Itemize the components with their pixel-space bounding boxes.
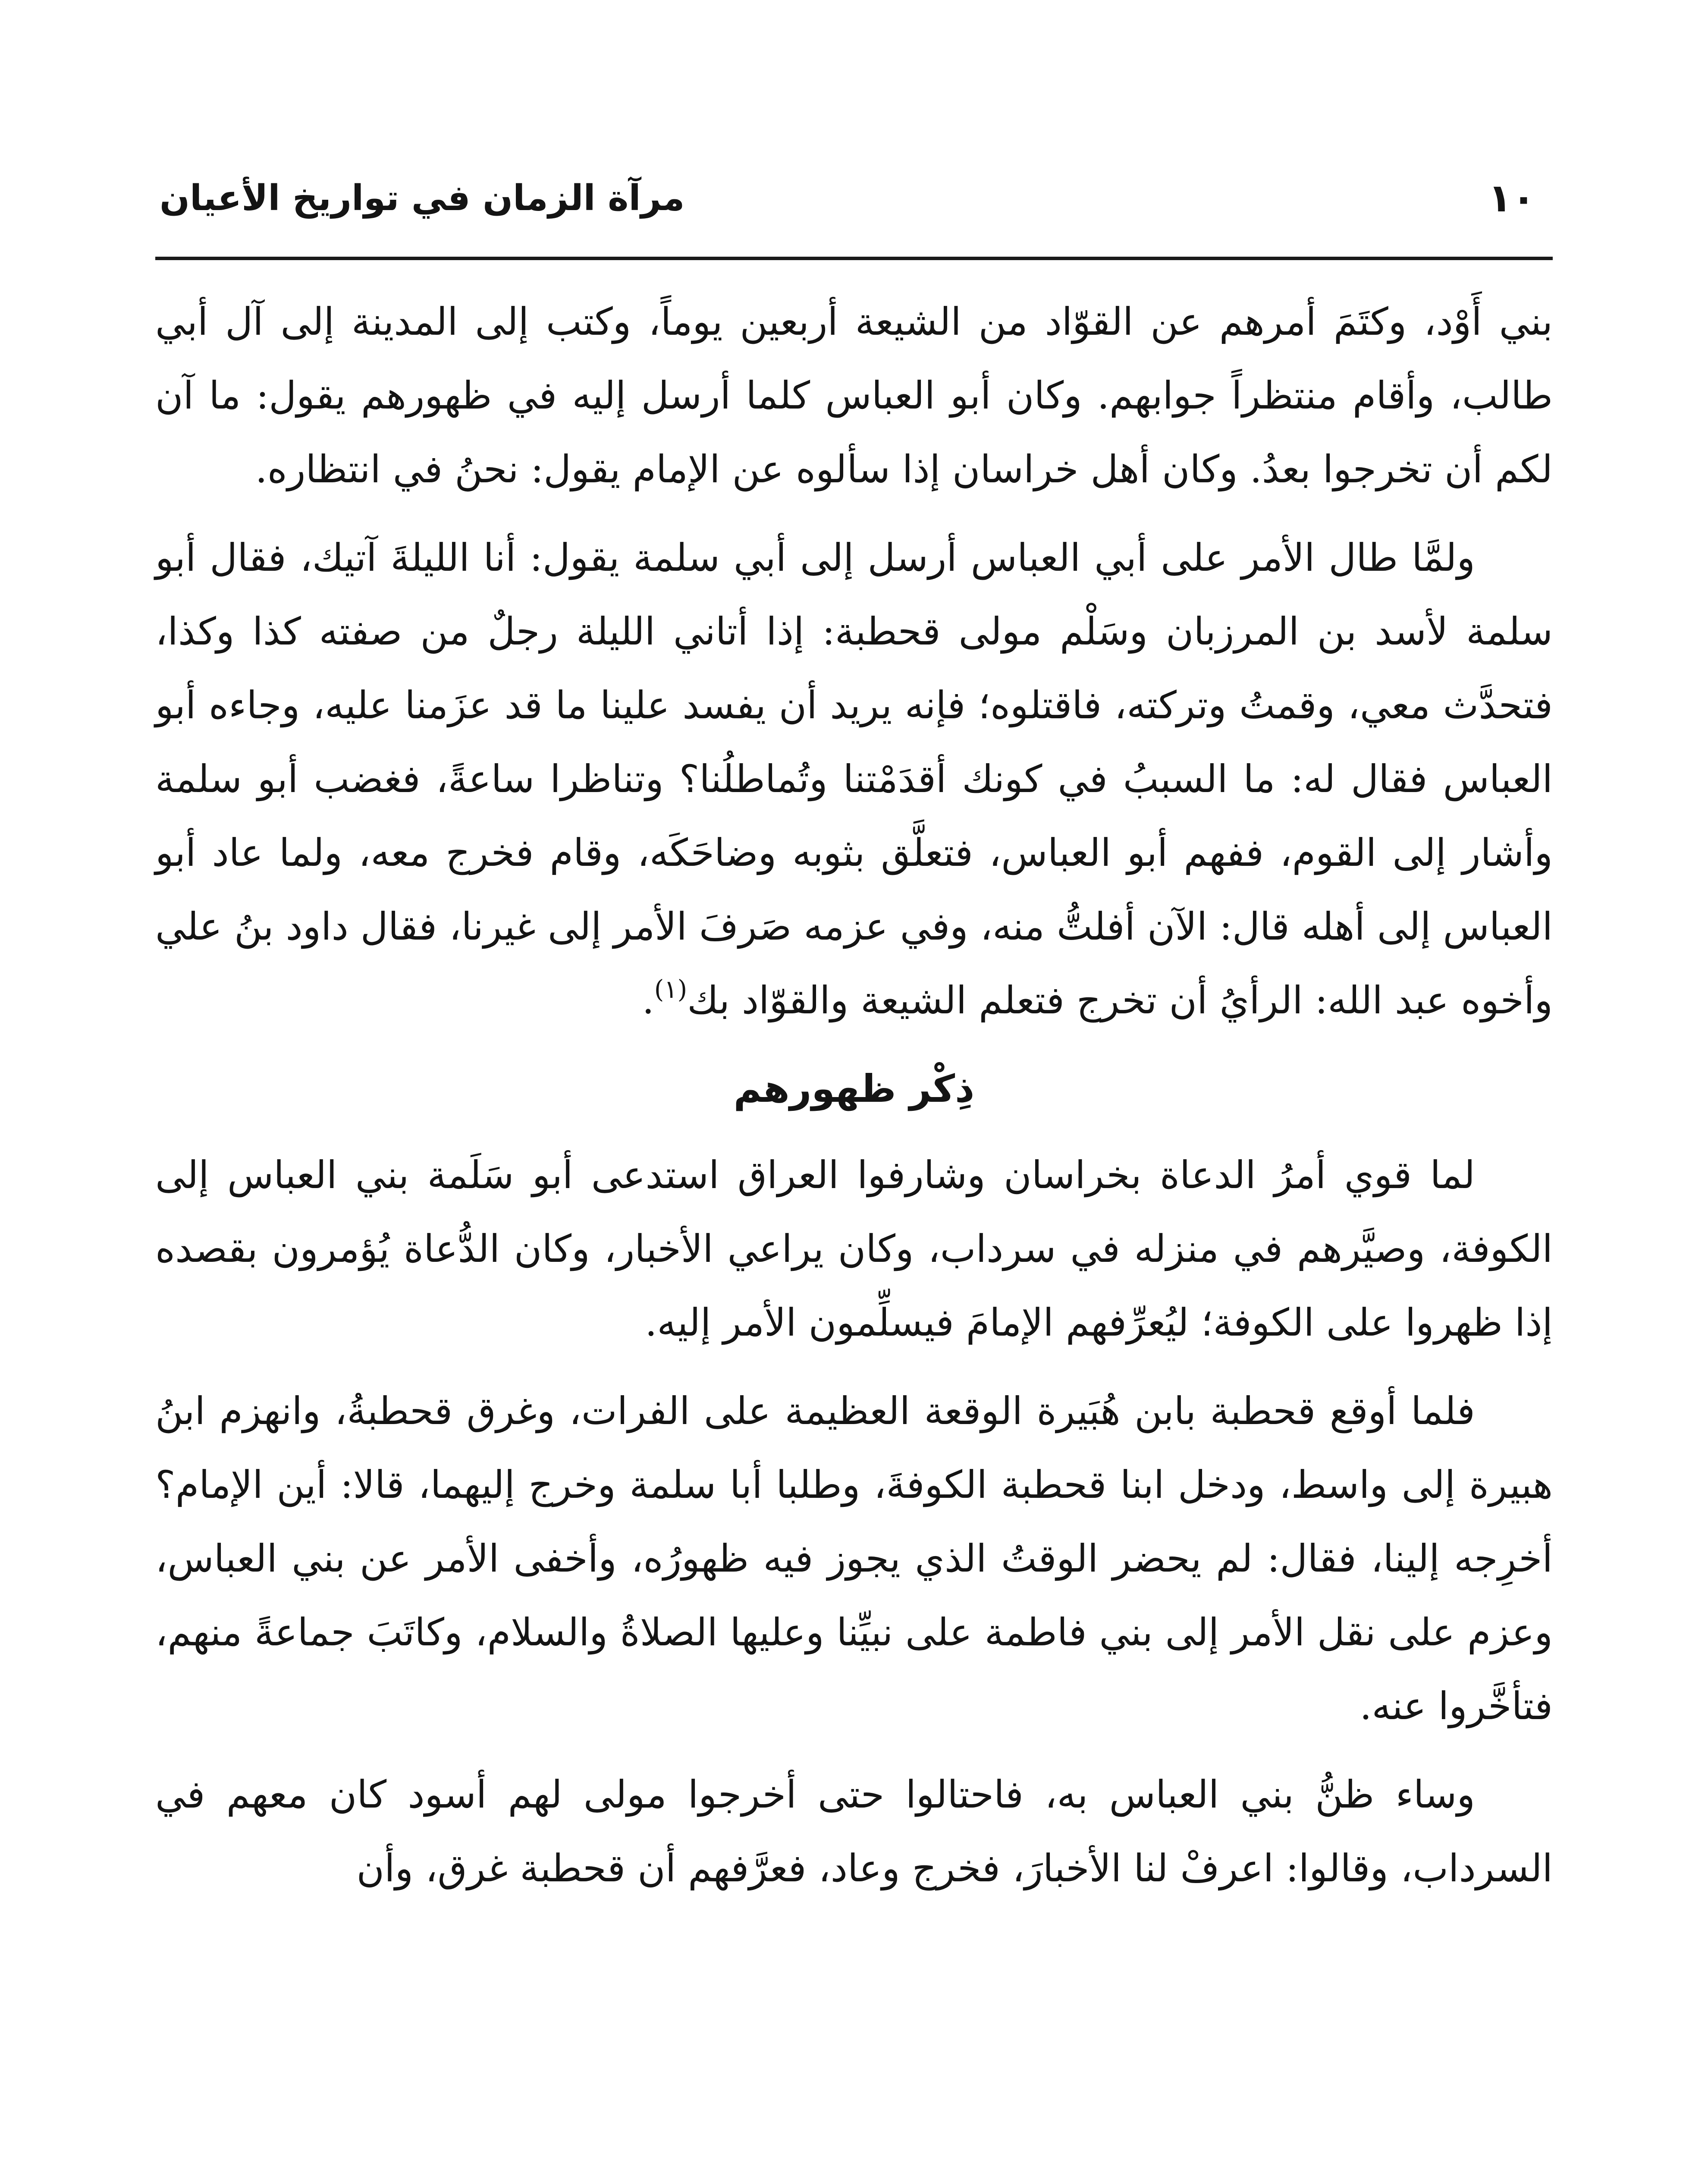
book-title: مرآة الزمان في تواريخ الأعيان xyxy=(160,178,685,219)
running-header xyxy=(155,173,1553,237)
paragraph-1: بني أَوْد، وكتَمَ أمرهم عن القوّاد من الشيعة أربعين يوماً، وكتب إلى المدينة إلى آل أبي طالب، وأقام منتظراً جوابهم. وكان أبو العباس كلما أرسل إليه في ظهورهم يقول: ما آن لكم أن تخرجوا بعدُ. وكان أهل خراسان إذا سألوه عن الإمام يقول: نحنُ في انتظاره. xyxy=(155,299,1553,491)
book-page xyxy=(155,0,1553,2157)
paragraph-3: لما قوي أمرُ الدعاة بخراسان وشارفوا العراق استدعى أبو سَلَمة بني العباس إلى الكوفة، وصيَّرهم في منزله في سرداب، وكان يراعي الأخبار، وكان الدُّعاة يُؤمرون بقصده إذا ظهروا على الكوفة؛ ليُعرِّفهم الإمامَ فيسلِّمون الأمر إليه. xyxy=(155,1153,1553,1345)
section-heading: ذِكْر ظهورهم xyxy=(733,1066,975,1111)
paragraph-2 xyxy=(155,521,1553,1037)
body-text xyxy=(155,285,1553,1905)
header-rule xyxy=(155,257,1553,260)
paragraph-4: فلما أوقع قحطبة بابن هُبَيرة الوقعة العظيمة على الفرات، وغرق قحطبةُ، وانهزم ابنُ هبيرة إلى واسط، ودخل ابنا قحطبة الكوفةَ، وطلبا أبا سلمة وخرج إليهما، قالا: أين الإمام؟ أخرِجه إلينا، فقال: لم يحضر الوقتُ الذي يجوز فيه ظهورُه، وأخفى الأمر عن بني العباس، وعزم على نقل الأمر إلى بني فاطمة على نبيِّنا وعليها الصلاةُ والسلام، وكاتَبَ جماعةً منهم، فتأخَّروا عنه. xyxy=(155,1389,1553,1728)
paragraph-5: وساء ظنُّ بني العباس به، فاحتالوا حتى أخرجوا مولى لهم أسود كان معهم في السرداب، وقالوا: اعرفْ لنا الأخبارَ، فخرج وعاد، فعرَّفهم أن قحطبة غرق، وأن xyxy=(155,1772,1553,1890)
paragraph-2-end: . xyxy=(642,978,654,1022)
paragraph-2-text: ولمَّا طال الأمر على أبي العباس أرسل إلى أبي سلمة يقول: أنا الليلةَ آتيك، فقال أبو سلمة لأسد بن المرزبان وسَلْم مولى قحطبة: إذا أتاني الليلة رجلٌ من صفته كذا وكذا، فتحدَّث معي، وقمتُ وتركته، فاقتلوه؛ فإنه يريد أن يفسد علينا ما قد عزَمنا عليه، وجاءه أبو العباس فقال له: ما السببُ في كونك أقدَمْتنا وتُماطلُنا؟ وتناظرا ساعةً، فغضب أبو سلمة وأشار إلى القوم، ففهم أبو العباس، فتعلَّق بثوبه وضاحَكَه، وقام فخرج معه، ولما عاد أبو العباس إلى أهله قال: الآن أفلتُّ منه، وفي عزمه صَرفَ الأمر إلى غيرنا، فقال داود بنُ علي وأخوه عبد الله: الرأيُ أن تخرج فتعلم الشيعة والقوّاد بك xyxy=(155,535,1553,1022)
footnote-reference[interactable]: (١) xyxy=(654,975,688,1004)
page-number: ١٠ xyxy=(1488,176,1535,221)
